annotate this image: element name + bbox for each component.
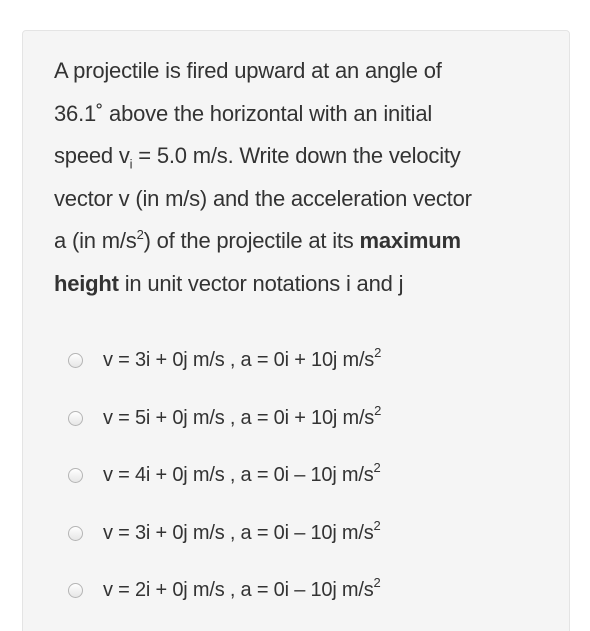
question-segment: speed v <box>54 143 130 168</box>
question-segment: a (in m/s <box>54 228 137 253</box>
superscript: 2 <box>136 226 144 242</box>
option-text: v = 5i + 0j m/s , a = 0i + 10j m/s <box>103 406 375 429</box>
question-segment: = 5.0 m/s. Write down the velocity <box>132 143 461 168</box>
radio-button[interactable] <box>68 468 83 483</box>
superscript: 2 <box>373 517 381 533</box>
answer-option[interactable] <box>68 455 558 513</box>
question-line: vector v (in m/s) and the acceleration vector <box>54 185 472 211</box>
answer-option-label[interactable] <box>103 398 381 438</box>
question-segment: in unit vector notations i and j <box>118 270 404 296</box>
question-line <box>54 220 554 263</box>
question-line <box>54 263 554 306</box>
superscript: 2 <box>373 460 381 476</box>
question-segment: ) of the projectile at its <box>143 228 360 253</box>
emphasis-maximum: maximum <box>359 228 461 253</box>
superscript: 2 <box>374 345 382 361</box>
answer-option-label[interactable] <box>103 513 381 553</box>
answer-option-label[interactable] <box>103 340 381 380</box>
option-text: v = 2i + 0j m/s , a = 0i – 10j m/s <box>103 579 374 601</box>
answer-option-label[interactable] <box>103 455 381 495</box>
superscript: 2 <box>374 402 382 418</box>
option-text: v = 3i + 0j m/s , a = 0i + 10j m/s <box>103 349 375 371</box>
radio-button[interactable] <box>68 526 83 541</box>
radio-button[interactable] <box>68 583 83 598</box>
option-text: v = 3i + 0j m/s , a = 0i – 10j m/s <box>103 521 374 544</box>
question-text <box>54 50 554 305</box>
option-text: v = 4i + 0j m/s , a = 0i – 10j m/s <box>103 464 374 486</box>
subscript: i <box>129 156 133 172</box>
question-line <box>54 135 554 178</box>
answer-option[interactable] <box>68 513 558 571</box>
answer-option[interactable] <box>68 570 558 628</box>
radio-button[interactable] <box>68 353 83 368</box>
question-line: A projectile is fired upward at an angle of <box>54 58 442 83</box>
radio-button[interactable] <box>68 411 83 426</box>
answer-options <box>68 340 558 628</box>
emphasis-height: height <box>54 270 119 296</box>
superscript: 2 <box>373 575 381 591</box>
answer-option[interactable] <box>68 398 558 456</box>
answer-option-label[interactable] <box>103 570 381 610</box>
question-line: 36.1˚ above the horizontal with an initial <box>54 100 433 126</box>
answer-option[interactable] <box>68 340 558 398</box>
